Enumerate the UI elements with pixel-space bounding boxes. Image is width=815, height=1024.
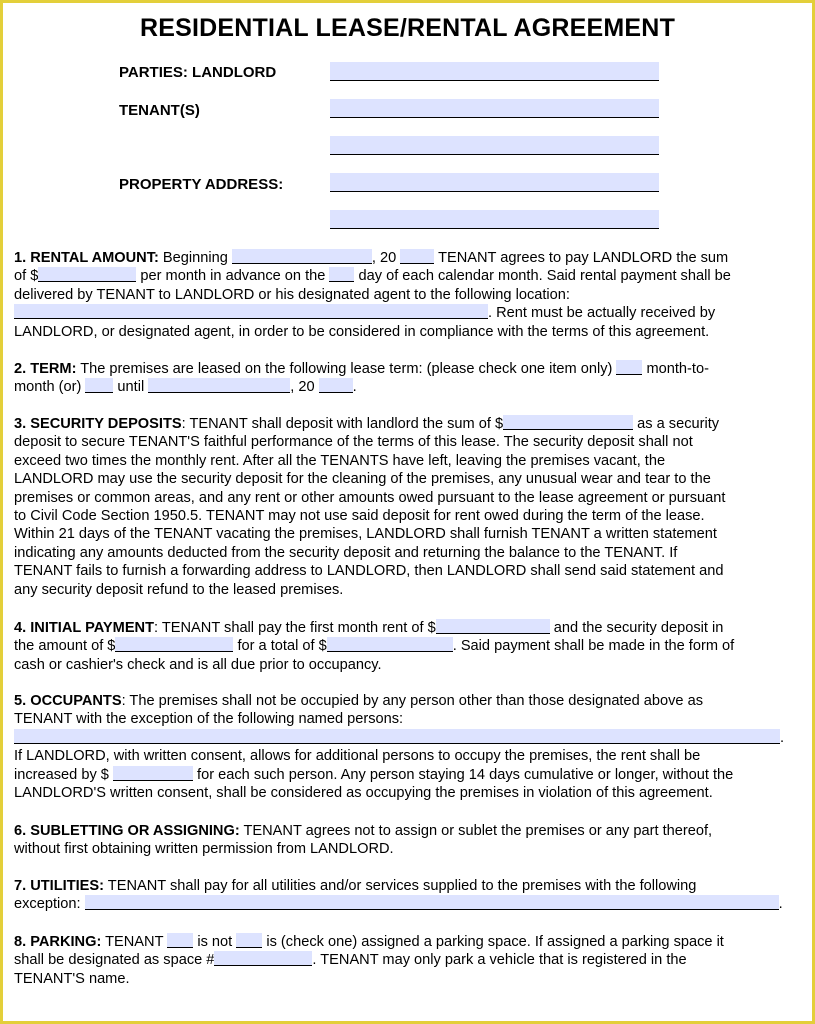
section-heading: 2. TERM:: [14, 361, 77, 377]
start-year-field[interactable]: [400, 249, 434, 264]
text: .: [778, 896, 783, 913]
text: month-to-: [642, 361, 709, 377]
text: If LANDLORD, with written consent, allows for additional persons to occupy the premises, the rent shall be: [14, 748, 701, 765]
parking-not-assigned-checkbox[interactable]: [167, 933, 193, 948]
text: , 20: [371, 250, 397, 266]
section-heading: 7. UTILITIES:: [14, 878, 104, 894]
rent-amount-field[interactable]: [38, 267, 136, 282]
text: month (or): [14, 379, 86, 396]
deposit-amount-field[interactable]: [115, 637, 233, 652]
first-month-rent-field[interactable]: [436, 619, 550, 634]
text: TENANT fails to furnish a forwarding address to LANDLORD, then LANDLORD shall send said statement and: [14, 563, 724, 580]
section-utilities: [14, 877, 804, 914]
text: day of each calendar month. Said rental payment shall be: [354, 268, 731, 285]
end-year-field[interactable]: [319, 378, 353, 393]
text: . Rent must be actually received by: [488, 305, 716, 322]
section-occupants: [14, 692, 804, 802]
text: premises or common areas, and any rent or other amounts owed pursuant to the lease agreement or pursuant: [14, 489, 726, 506]
text: exceed two times the monthly rent. After all the TENANTS have left, leaving the premises vacant, the: [14, 452, 666, 469]
text: . TENANT may only park a vehicle that is registered in the: [312, 952, 687, 969]
text: Within 21 days of the TENANT vacating the premises, LANDLORD shall furnish TENANT a written statement: [14, 526, 717, 543]
fixed-term-checkbox[interactable]: [85, 378, 113, 393]
text: . Said payment shall be made in the form of: [452, 638, 735, 655]
landlord-field[interactable]: [330, 62, 659, 81]
text: the amount of $: [14, 638, 116, 655]
section-parking: [14, 933, 804, 988]
text: TENANT: [101, 934, 168, 950]
text: LANDLORD may use the security deposit for the cleaning of the premises, any unusual wear and tear to the: [14, 471, 711, 488]
section-term: [14, 360, 804, 397]
end-date-field[interactable]: [148, 378, 290, 393]
text: until: [113, 379, 149, 396]
section-heading: 1. RENTAL AMOUNT:: [14, 250, 159, 266]
occupants-field[interactable]: [14, 729, 780, 744]
text: exception:: [14, 896, 85, 913]
text: deposit to secure TENANT'S faithful performance of the terms of this lease. The security deposit shall not: [14, 434, 693, 451]
text: TENANT agrees to pay LANDLORD the sum: [434, 250, 729, 266]
text: increased by $: [14, 766, 113, 783]
text: is not: [193, 934, 237, 950]
text: and the security deposit in: [549, 620, 724, 636]
section-heading: 4. INITIAL PAYMENT: [14, 620, 155, 636]
text: : TENANT shall pay the first month rent of $: [154, 620, 436, 636]
text: LANDLORD, or designated agent, in order to be considered in compliance with the terms of this agreement.: [14, 323, 710, 340]
security-deposit-field[interactable]: [503, 415, 633, 430]
text: as a security: [633, 416, 720, 432]
text: for a total of $: [233, 638, 327, 655]
parking-assigned-checkbox[interactable]: [236, 933, 262, 948]
text: .: [780, 729, 785, 746]
text: of $: [14, 268, 39, 285]
total-amount-field[interactable]: [327, 637, 453, 652]
tenant-label: TENANT(S): [119, 102, 200, 119]
text: TENANT agrees not to assign or sublet the premises or any part thereof,: [239, 823, 713, 839]
text: per month in advance on the: [136, 268, 330, 285]
text: LANDLORD'S written consent, shall be considered as occupying the premises in violation of this agreement.: [14, 785, 713, 802]
document-title: RESIDENTIAL LEASE/RENTAL AGREEMENT: [139, 14, 676, 42]
text: shall be designated as space #: [14, 952, 215, 969]
text: .: [352, 379, 357, 396]
text: without first obtaining written permission from LANDLORD.: [14, 841, 394, 858]
text: Beginning: [158, 250, 232, 266]
section-subletting: [14, 822, 804, 859]
section-heading: 6. SUBLETTING OR ASSIGNING:: [14, 823, 240, 839]
parking-space-field[interactable]: [214, 951, 312, 966]
text: TENANT shall pay for all utilities and/or services supplied to the premises with the following: [104, 878, 697, 894]
section-heading: 5. OCCUPANTS: [14, 693, 122, 709]
text: : TENANT shall deposit with landlord the sum of $: [181, 416, 504, 432]
tenant-field-1[interactable]: [330, 99, 659, 118]
text: TENANT'S name.: [14, 970, 130, 987]
landlord-label: PARTIES: LANDLORD: [119, 64, 277, 81]
text: any security deposit refund to the leased premises.: [14, 581, 344, 598]
property-address-field-2[interactable]: [330, 210, 659, 229]
text: : The premises shall not be occupied by any person other than those designated above as: [121, 693, 704, 709]
section-heading: 8. PARKING:: [14, 934, 102, 950]
section-rental-amount: [14, 249, 804, 341]
start-date-field[interactable]: [232, 249, 372, 264]
text: , 20: [290, 379, 319, 396]
additional-rent-field[interactable]: [113, 766, 193, 781]
text: to Civil Code Section 1950.5. TENANT may not use said deposit for rent owed during the term of the lease.: [14, 508, 705, 525]
text: The premises are leased on the following lease term: (please check one item only): [76, 361, 617, 377]
text: TENANT with the exception of the following named persons:: [14, 711, 404, 728]
section-security-deposits: [14, 415, 804, 599]
section-initial-payment: [14, 619, 804, 674]
utilities-exception-field[interactable]: [85, 895, 779, 910]
property-address-label: PROPERTY ADDRESS:: [119, 176, 284, 193]
payment-location-field[interactable]: [14, 304, 488, 319]
tenant-field-2[interactable]: [330, 136, 659, 155]
text: indicating any amounts deducted from the security deposit and returning the balance to the TENANT. If: [14, 544, 678, 561]
text: cash or cashier's check and is all due prior to occupancy.: [14, 656, 382, 673]
month-to-month-checkbox[interactable]: [616, 360, 642, 375]
text: is (check one) assigned a parking space. If assigned a parking space it: [262, 934, 724, 950]
text: delivered by TENANT to LANDLORD or his designated agent to the following location:: [14, 286, 570, 303]
rent-day-field[interactable]: [329, 267, 354, 282]
text: for each such person. Any person staying 14 days cumulative or longer, without the: [192, 766, 734, 783]
property-address-field-1[interactable]: [330, 173, 659, 192]
section-heading: 3. SECURITY DEPOSITS: [14, 416, 182, 432]
